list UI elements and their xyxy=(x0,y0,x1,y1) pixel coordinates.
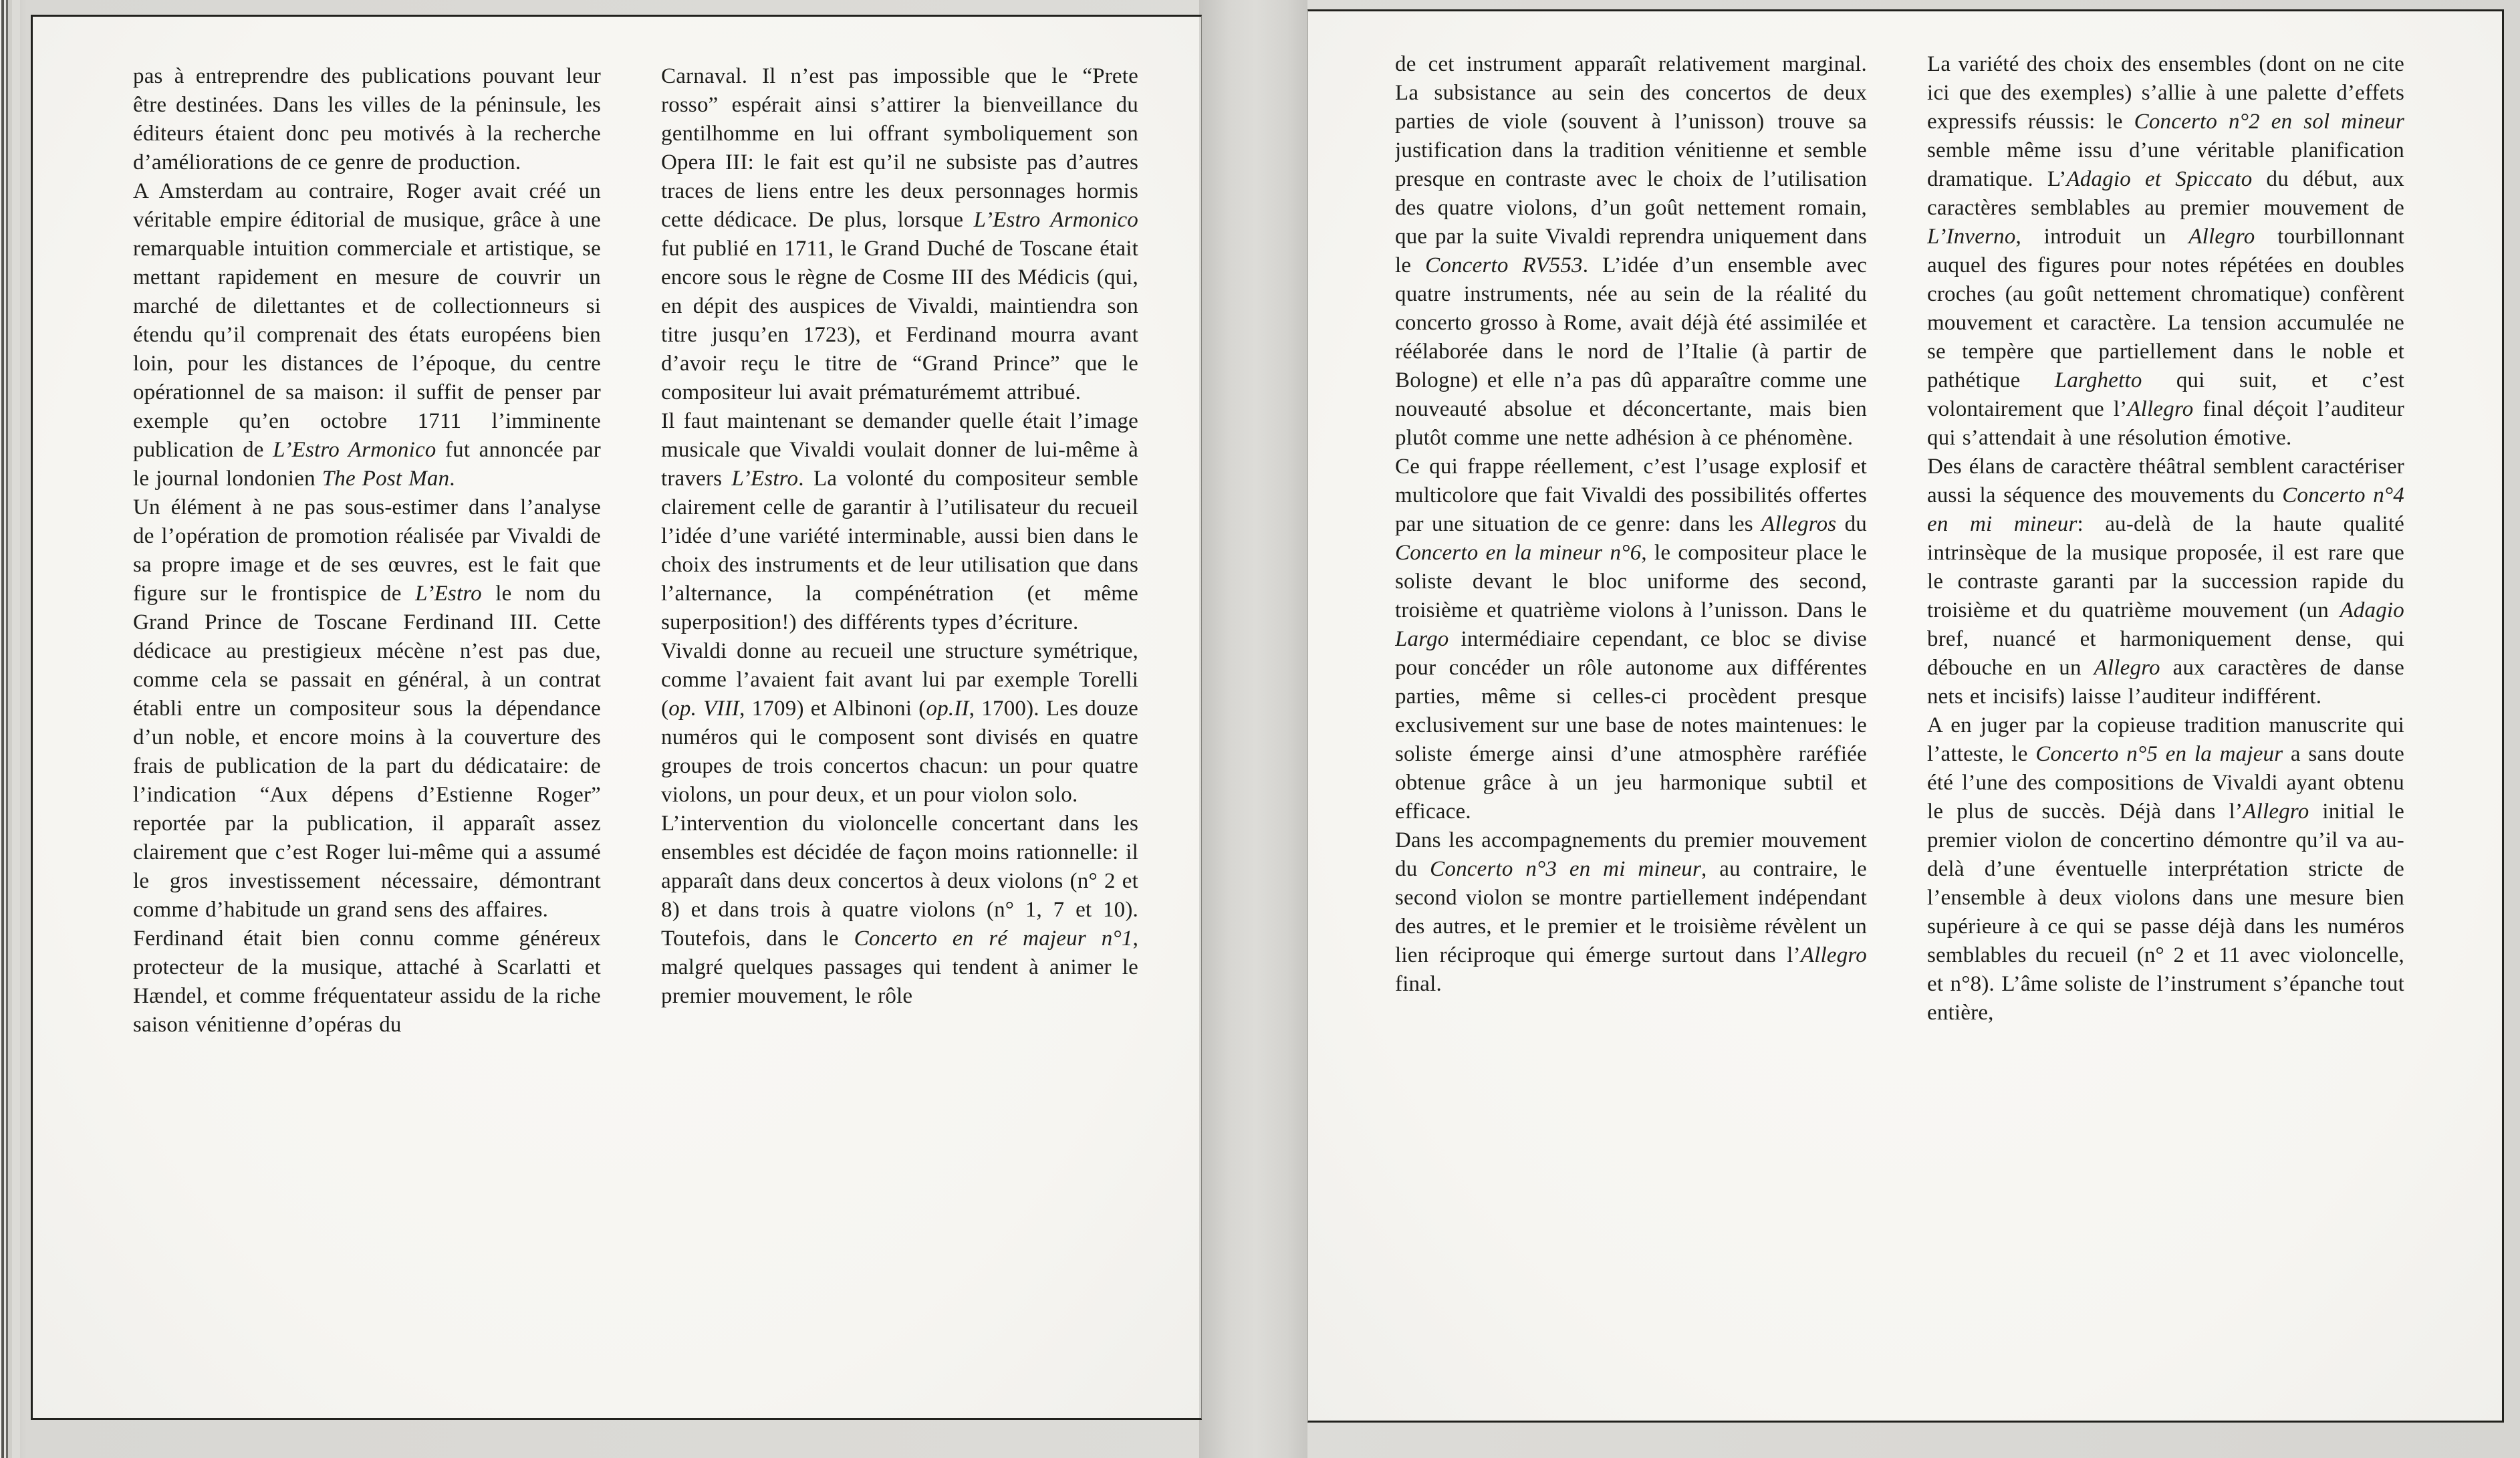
text-segment: Carnaval. Il n’est pas impossible que le “Prete rosso” espérait ainsi s’attirer la bienveillance du gentilhomme en lui offrant symboliquement son Opera III: le fait est qu’il ne subsiste pas d’autres traces de liens entre les deux personnages hormis cette dédicace. De plus, lorsque xyxy=(661,64,1138,232)
italic-text-segment: Concerto RV553 xyxy=(1425,253,1583,277)
text-segment: fut publié en 1711, le Grand Duché de Toscane était encore sous le règne de Cosme III des Médicis (qui, en dépit des auspices de Vivaldi, maintiendra son titre jusqu’en 1723), et Ferdinand mourra avant d’avoir reçu le titre de “Grand Prince” que le compositeur lui avait prématurémemt attribué. xyxy=(661,237,1138,404)
paragraph xyxy=(661,810,1138,1011)
text-segment: a sans doute été l’une des compositions de Vivaldi ayant obtenu le plus de succès. Déjà dans l’ xyxy=(1927,742,2404,824)
paragraph xyxy=(133,177,601,493)
text-segment: qui suit, et c’est volontairement que l’ xyxy=(1927,368,2404,421)
italic-text-segment: L’Estro xyxy=(731,467,799,491)
text-segment: final. xyxy=(1395,972,1442,996)
paragraph xyxy=(133,493,601,925)
italic-text-segment: Concerto n°4 en mi mineur xyxy=(1927,483,2404,536)
paragraph xyxy=(133,925,601,1040)
text-segment: fut annoncée par le journal londonien xyxy=(133,438,601,491)
text-segment: Vivaldi donne au recueil une structure symétrique, comme l’avaient fait avant lui par exemple Torelli ( xyxy=(661,639,1138,721)
text-segment: Ce qui frappe réellement, c’est l’usage explosif et multicolore que fait Vivaldi des possibilités offertes par une situation de ce genre: dans les xyxy=(1395,455,1867,536)
italic-text-segment: Allegro xyxy=(2188,225,2255,249)
paragraph xyxy=(661,637,1138,810)
paragraph xyxy=(133,62,601,177)
text-segment: du début, aux caractères semblables au premier mouvement de xyxy=(1927,167,2404,220)
text-segment: final déçoit l’auditeur qui s’attendait à une résolution émotive. xyxy=(1927,397,2404,450)
text-column-left-2 xyxy=(661,62,1138,1389)
text-segment: . La volonté du compositeur semble clairement celle de garantir à l’utilisateur du recueil l’idée d’une variété interminable, aussi bien dans le choix des instruments et de leur utilisation que dans l’alternance, la compénétration (et même superposition!) des différents types d’écriture. xyxy=(661,467,1138,634)
text-segment: Il faut maintenant se demander quelle était l’image musicale que Vivaldi voulait donner de lui-même à travers xyxy=(661,409,1138,491)
italic-text-segment: Adagio xyxy=(2340,598,2404,622)
italic-text-segment: Concerto en la mineur n°6 xyxy=(1395,541,1642,565)
book-spine-edge xyxy=(0,0,20,1458)
text-segment: bref, nuancé et harmoniquement dense, qui débouche en un xyxy=(1927,627,2404,680)
italic-text-segment: The Post Man xyxy=(322,467,450,491)
text-segment: pas à entreprendre des publications pouvant leur être destinées. Dans les villes de la péninsule, les éditeurs étaient donc peu motivés à la recherche d’améliorations de ce genre de production. xyxy=(133,64,601,174)
italic-text-segment: Largo xyxy=(1395,627,1449,651)
text-segment: A Amsterdam au contraire, Roger avait créé un véritable empire éditorial de musique, grâce à une remarquable intuition commerciale et artistique, se mettant rapidement en mesure de couvrir un marché de dilettantes et de collectionneurs si étendu qu’il comprenait des états européens bien loin, pour les distances de l’époque, du centre opérationnel de sa maison: il suffit de penser par exemple qu’en octobre 1711 l’imminente publication de xyxy=(133,179,601,462)
italic-text-segment: Allegro xyxy=(2243,800,2309,824)
page-gutter-shadow xyxy=(1199,0,1307,1458)
text-segment: , le compositeur place le soliste devant le bloc uniforme des second, troisième et quatrième violons à l’unisson. Dans le xyxy=(1395,541,1867,622)
italic-text-segment: Allegro xyxy=(2127,397,2194,421)
text-segment: Des élans de caractère théâtral semblent caractériser aussi la séquence des mouvements du xyxy=(1927,455,2404,507)
italic-text-segment: L’Estro xyxy=(415,582,482,606)
text-segment: . xyxy=(449,467,455,491)
text-segment: L’intervention du violoncelle concertant dans les ensembles est décidée de façon moins rationnelle: il apparaît dans deux concertos à deux violons (n° 2 et 8) et dans trois à quatre violons (n° 1, 7 et 10). Toutefois, dans le xyxy=(661,812,1138,951)
paragraph xyxy=(1395,453,1867,826)
italic-text-segment: Allegro xyxy=(1800,943,1867,967)
italic-text-segment: L’Inverno xyxy=(1927,225,2016,249)
text-column-right-2 xyxy=(1927,50,2404,1377)
italic-text-segment: Larghetto xyxy=(2054,368,2142,392)
text-segment: , au contraire, le second violon se montre partiellement indépendant des autres, et le premier et le troisième révèlent un lien réciproque qui émerge surtout dans l’ xyxy=(1395,857,1867,967)
text-segment: : au-delà de la haute qualité intrinsèque de la musique proposée, il est rare que le contraste garanti par la succession rapide du troisième et du quatrième mouvement (un xyxy=(1927,512,2404,622)
paragraph xyxy=(1395,50,1867,453)
text-segment: intermédiaire cependant, ce bloc se divise pour concéder un rôle autonome aux différentes parties, même si celles-ci procèdent presque exclusivement sur une base de notes maintenues: le soliste émerge ainsi d’une atmosphère raréfiée obtenue grâce à un jeu harmonique subtil et efficace. xyxy=(1395,627,1867,824)
text-segment: , 1700). Les douze numéros qui le composent sont divisés en quatre groupes de trois concertos chacun: un pour quatre violons, un pour deux, et un pour violon solo. xyxy=(661,697,1138,807)
paragraph xyxy=(661,62,1138,407)
text-column-right-1 xyxy=(1395,50,1867,1377)
paragraph xyxy=(1927,50,2404,453)
text-segment: . L’idée d’un ensemble avec quatre instruments, née au sein de la réalité du concerto grosso à Rome, avait déjà été assimilée et réélaborée dans le nord de l’Italie (à partir de Bologne) et elle n’a pas dû apparaître comme une nouveauté absolue et déconcertante, mais bien plutôt comme une nette adhésion à ce phénomène. xyxy=(1395,253,1867,450)
text-segment: du xyxy=(1836,512,1867,536)
italic-text-segment: op. VIII xyxy=(668,697,740,721)
booklet-page-right xyxy=(1307,9,2504,1423)
paragraph xyxy=(1927,711,2404,1027)
text-segment: A en juger par la copieuse tradition manuscrite qui l’atteste, le xyxy=(1927,713,2404,766)
text-column-left-1 xyxy=(133,62,601,1389)
italic-text-segment: L’Estro Armonico xyxy=(973,208,1138,232)
text-segment: , introduit un xyxy=(2015,225,2189,249)
italic-text-segment: op.II xyxy=(926,697,969,721)
italic-text-segment: L’Estro Armonico xyxy=(273,438,436,462)
paragraph xyxy=(1927,453,2404,711)
italic-text-segment: Adagio et Spiccato xyxy=(2066,167,2253,191)
italic-text-segment: Concerto en ré majeur n°1 xyxy=(854,927,1133,951)
text-segment: Un élément à ne pas sous-estimer dans l’analyse de l’opération de promotion réalisée par Vivaldi de sa propre image et de ses œuvres, est le fait que figure sur le frontispice de xyxy=(133,495,601,606)
text-segment: de cet instrument apparaît relativement marginal. La subsistance au sein des concertos de deux parties de viole (souvent à l’unisson) trouve sa justification dans la tradition vénitienne et semble presque en contraste avec le choix de l’utilisation des quatre violons, d’un goût nettement romain, que par la suite Vivaldi reprendra uniquement dans le xyxy=(1395,52,1867,277)
italic-text-segment: Allegros xyxy=(1761,512,1837,536)
text-segment: Dans les accompagnements du premier mouvement du xyxy=(1395,828,1867,881)
text-segment: tourbillonnant auquel des figures pour notes répétées en doubles croches (au goût nettement chromatique) confèrent mouvement et caractère. La tension accumulée ne se tempère que partiellement dans le noble et pathétique xyxy=(1927,225,2404,392)
text-segment: initial le premier violon de concertino démontre qu’il va au-delà d’une éventuelle interprétation stricte de l’ensemble à deux violons dans une mesure bien supérieure à ce qui se passe déjà dans les numéros semblables du recueil (n° 2 et 11 avec violoncelle, et n°8). L’âme soliste de l’instrument s’épanche tout entière, xyxy=(1927,800,2404,1025)
text-segment: Ferdinand était bien connu comme généreux protecteur de la musique, attaché à Scarlatti et Hændel, et comme fréquentateur assidu de la riche saison vénitienne d’opéras du xyxy=(133,927,601,1037)
text-segment: , malgré quelques passages qui tendent à animer le premier mouvement, le rôle xyxy=(661,927,1138,1008)
italic-text-segment: Concerto n°5 en la majeur xyxy=(2035,742,2283,766)
paragraph xyxy=(661,407,1138,637)
text-segment: , 1709) et Albinoni ( xyxy=(739,697,926,721)
italic-text-segment: Concerto n°3 en mi mineur xyxy=(1430,857,1702,881)
booklet-page-left xyxy=(31,15,1202,1420)
text-segment: aux caractères de danse nets et incisifs) laisse l’auditeur indifférent. xyxy=(1927,656,2404,709)
italic-text-segment: Allegro xyxy=(2094,656,2160,680)
italic-text-segment: Concerto n°2 en sol mineur xyxy=(2134,110,2404,134)
text-segment: le nom du Grand Prince de Toscane Ferdinand III. Cette dédicace au prestigieux mécène n’est pas due, comme cela se passait en général, à un contrat établi entre un compositeur sous la dépendance d’un noble, et encore moins à la couverture des frais de publication de la part du dédicataire: de l’indication “Aux dépens d’Estienne Roger” reportée par la publication, il apparaît assez clairement que c’est Roger lui-même qui a assumé le gros investissement nécessaire, démontrant comme d’habitude un grand sens des affaires. xyxy=(133,582,601,922)
text-segment: La variété des choix des ensembles (dont on ne cite ici que des exemples) s’allie à une palette d’effets expressifs réussis: le xyxy=(1927,52,2404,134)
text-segment: semble même issu d’une véritable planification dramatique. L’ xyxy=(1927,138,2404,191)
paragraph xyxy=(1395,826,1867,999)
